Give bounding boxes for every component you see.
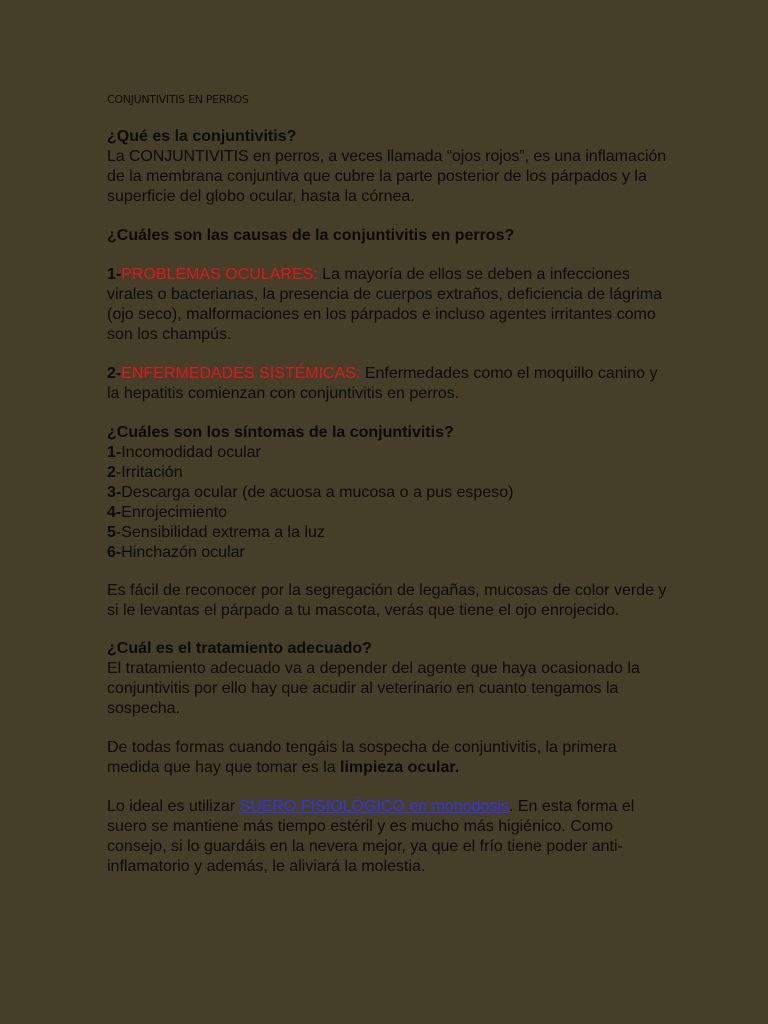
treatment-paragraph-3 xyxy=(107,797,667,877)
symptom-number: 4- xyxy=(107,504,122,521)
symptom-item xyxy=(107,544,245,561)
heading-symptoms: ¿Cuáles son los síntomas de la conjuntivitis? xyxy=(107,424,454,441)
symptom-number: 2 xyxy=(107,464,116,481)
what-is-text-a: La CONJUNTIVITIS en perros, a veces llamada “ojos rojos”, es una xyxy=(107,148,581,165)
symptom-number: 5 xyxy=(107,524,116,541)
symptom-text: Incomodidad ocular xyxy=(121,444,261,461)
treatment-p2-bold: limpieza ocular. xyxy=(340,759,460,776)
symptom-number: 6- xyxy=(107,544,122,561)
symptom-item xyxy=(107,524,325,541)
symptom-item xyxy=(107,444,261,461)
what-is-text-b: inflamación de la membrana conjuntiva que cubre la parte posterior de los párpados y la superficie del globo ocular, hasta la córnea. xyxy=(107,148,667,205)
suero-fisiologico-link[interactable]: SUERO FISIOLÓGICO en monodosis xyxy=(239,798,509,815)
cause-2-number: 2- xyxy=(107,365,122,382)
symptom-text: -Sensibilidad extrema a la luz xyxy=(115,524,325,541)
cause-1-number: 1- xyxy=(107,266,122,283)
heading-what-is: ¿Qué es la conjuntivitis? xyxy=(107,128,297,145)
document-page xyxy=(107,93,667,877)
symptom-item xyxy=(107,464,183,481)
cause-2-label: ENFERMEDADES SISTÉMICAS: xyxy=(121,365,361,382)
heading-treatment: ¿Cuál es el tratamiento adecuado? xyxy=(107,640,372,657)
cause-2-text: Enfermedades como el moquillo canino y la hepatitis comienzan con conjuntivitis en perros. xyxy=(107,365,658,402)
treatment-p3-text-b: . En esta forma el suero se mantiene más tiempo estéril y es mucho más higiénico. Como consejo, si lo guardáis en la nevera mejor, ya que el frío tiene poder anti-inflamatorio y además, le aliviará la molestia. xyxy=(107,798,635,875)
section-what-is xyxy=(107,127,667,207)
section-symptoms xyxy=(107,423,667,563)
symptoms-paragraph: Es fácil de reconocer por la segregación de legañas, mucosas de color verde y si le levantas el párpado a tu mascota, verás que tiene el ojo enrojecido. xyxy=(107,582,667,619)
symptom-text: Hinchazón ocular xyxy=(121,544,245,561)
document-title: CONJUNTIVITIS EN PERROS xyxy=(107,93,249,106)
symptom-number: 1- xyxy=(107,444,122,461)
symptom-text: Enrojecimiento xyxy=(121,504,228,521)
treatment-paragraph-2 xyxy=(107,738,667,778)
section-treatment xyxy=(107,639,667,719)
symptom-item xyxy=(107,484,513,501)
symptom-text: Descarga ocular (de acuosa a mucosa o a pus espeso) xyxy=(121,484,514,501)
heading-causes: ¿Cuáles son las causas de la conjuntivitis en perros? xyxy=(107,227,515,244)
symptom-item xyxy=(107,504,227,521)
cause-1 xyxy=(107,265,667,345)
treatment-text: El tratamiento adecuado va a depender del agente que haya ocasionado la conjuntivitis por ello hay que acudir al veterinario en cuanto tengamos la sospecha. xyxy=(107,660,640,717)
cause-1-text: La mayoría de ellos se deben a infecciones virales o bacterianas, la presencia de cuerpos extraños, deficiencia de lágrima (ojo seco), malformaciones en los párpados e incluso agentes irritantes como son los champús. xyxy=(107,266,662,343)
cause-2 xyxy=(107,364,667,404)
cause-1-label: PROBLEMAS OCULARES: xyxy=(121,266,318,283)
heading-causes-line xyxy=(107,226,667,246)
treatment-p2-text: De todas formas cuando tengáis la sospecha de conjuntivitis, la primera medida que hay que tomar es la xyxy=(107,739,617,776)
symptom-number: 3- xyxy=(107,484,122,501)
treatment-p3-text-a: Lo ideal es utilizar xyxy=(107,798,240,815)
symptom-text: -Irritación xyxy=(115,464,183,481)
